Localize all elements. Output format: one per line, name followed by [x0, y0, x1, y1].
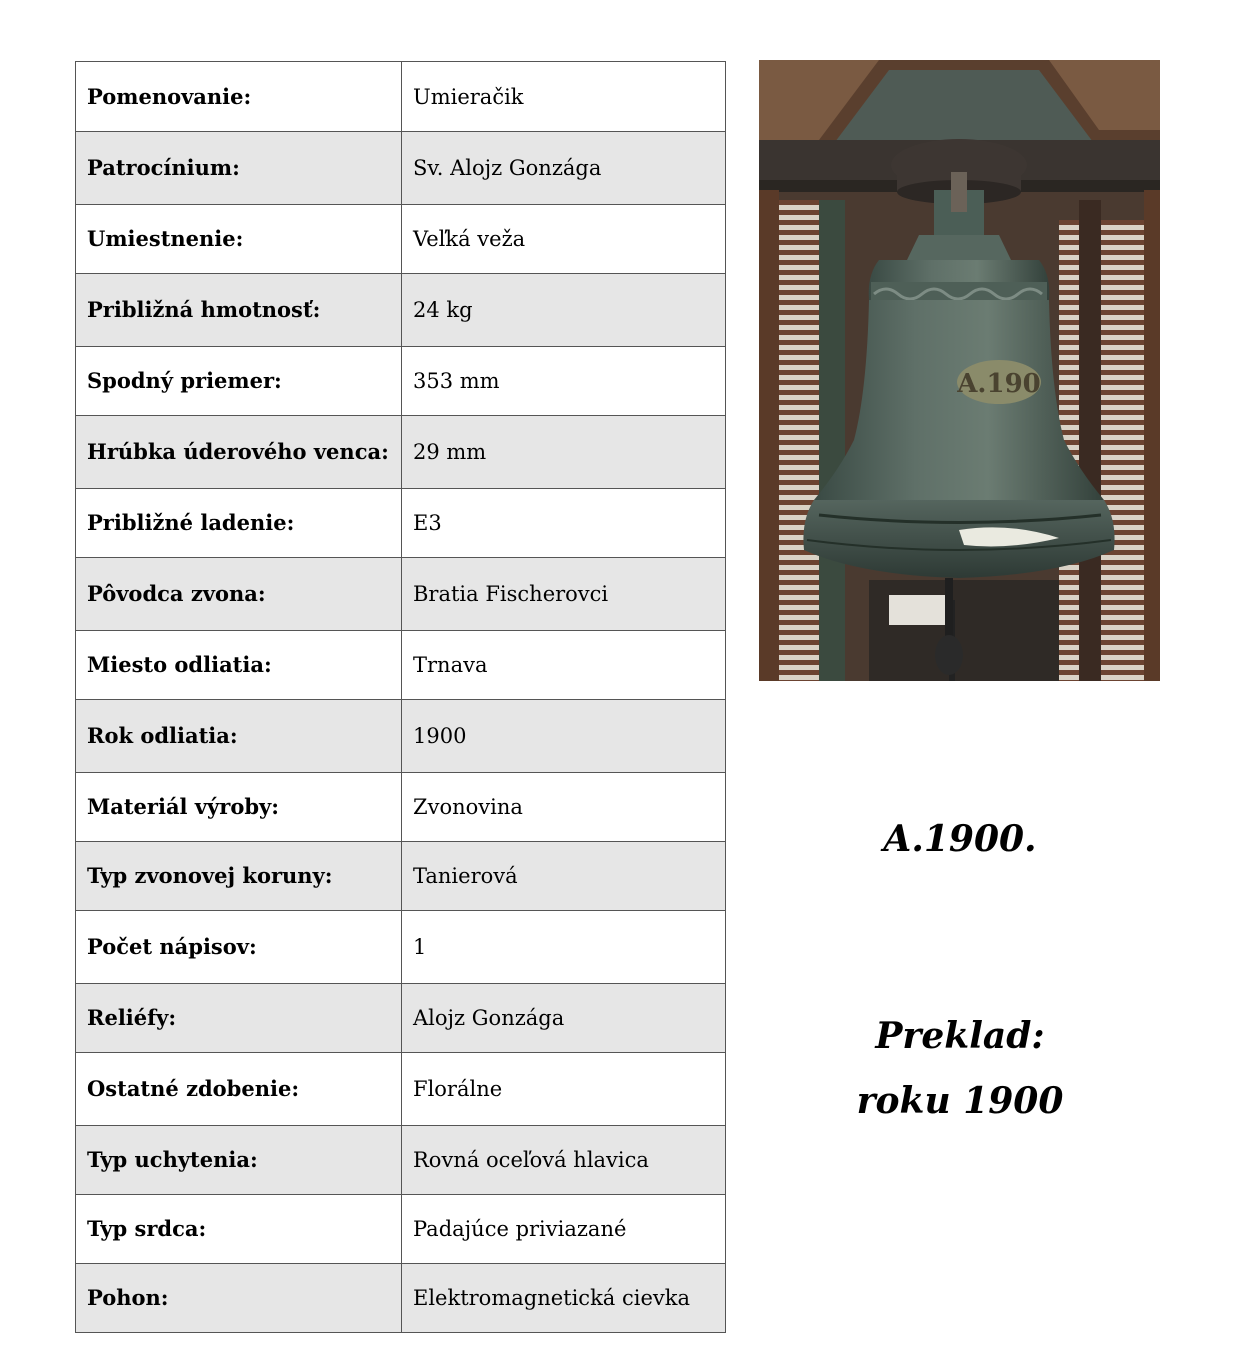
row-label: Pohon:: [76, 1264, 402, 1333]
table-row: [76, 631, 726, 700]
row-label: Približné ladenie:: [76, 489, 402, 558]
row-value: E3: [402, 489, 726, 558]
table-row: [76, 205, 726, 274]
table-row: [76, 700, 726, 773]
table-row: [76, 1053, 726, 1126]
table-row: [76, 132, 726, 205]
row-value: 1900: [402, 700, 726, 773]
row-value: Sv. Alojz Gonzága: [402, 132, 726, 205]
row-label: Patrocínium:: [76, 132, 402, 205]
bell-inscription-text: A.190: [957, 369, 1041, 399]
row-label: Pôvodca zvona:: [76, 558, 402, 631]
row-value: Zvonovina: [402, 773, 726, 842]
inscription-text: A.1900.: [883, 818, 1037, 860]
row-value: Veľká veža: [402, 205, 726, 274]
row-value: Trnava: [402, 631, 726, 700]
table-row: [76, 274, 726, 347]
table-row: [76, 558, 726, 631]
row-label: Spodný priemer:: [76, 347, 402, 416]
row-value: 29 mm: [402, 416, 726, 489]
row-label: Umiestnenie:: [76, 205, 402, 274]
row-label: Počet nápisov:: [76, 911, 402, 984]
row-value: Bratia Fischerovci: [402, 558, 726, 631]
row-value: Umieračik: [402, 62, 726, 132]
row-value: Alojz Gonzága: [402, 984, 726, 1053]
row-label: Materiál výroby:: [76, 773, 402, 842]
table-row: [76, 489, 726, 558]
table-row: [76, 1264, 726, 1333]
translation-text: roku 1900: [856, 1080, 1064, 1122]
row-value: Elektromagnetická cievka: [402, 1264, 726, 1333]
translation-heading: Preklad:: [875, 1015, 1045, 1057]
row-value: 24 kg: [402, 274, 726, 347]
row-value: Rovná oceľová hlavica: [402, 1126, 726, 1195]
row-value: Tanierová: [402, 842, 726, 911]
table-row: [76, 1126, 726, 1195]
row-label: Typ srdca:: [76, 1195, 402, 1264]
row-value: Padajúce priviazané: [402, 1195, 726, 1264]
row-label: Miesto odliatia:: [76, 631, 402, 700]
row-label: Typ zvonovej koruny:: [76, 842, 402, 911]
table-row: [76, 842, 726, 911]
row-label: Pomenovanie:: [76, 62, 402, 132]
table-row: [76, 984, 726, 1053]
row-label: Rok odliatia:: [76, 700, 402, 773]
row-value: Florálne: [402, 1053, 726, 1126]
row-label: Typ uchytenia:: [76, 1126, 402, 1195]
table-row: [76, 62, 726, 132]
row-value: 1: [402, 911, 726, 984]
row-label: Hrúbka úderového venca:: [76, 416, 402, 489]
bell-spec-table: [75, 61, 726, 1333]
table-row: [76, 773, 726, 842]
row-label: Ostatné zdobenie:: [76, 1053, 402, 1126]
row-label: Približná hmotnosť:: [76, 274, 402, 347]
table-row: [76, 1195, 726, 1264]
row-label: Reliéfy:: [76, 984, 402, 1053]
table-row: [76, 347, 726, 416]
table-row: [76, 416, 726, 489]
bell-photo: [759, 60, 1160, 681]
table-row: [76, 911, 726, 984]
row-value: 353 mm: [402, 347, 726, 416]
